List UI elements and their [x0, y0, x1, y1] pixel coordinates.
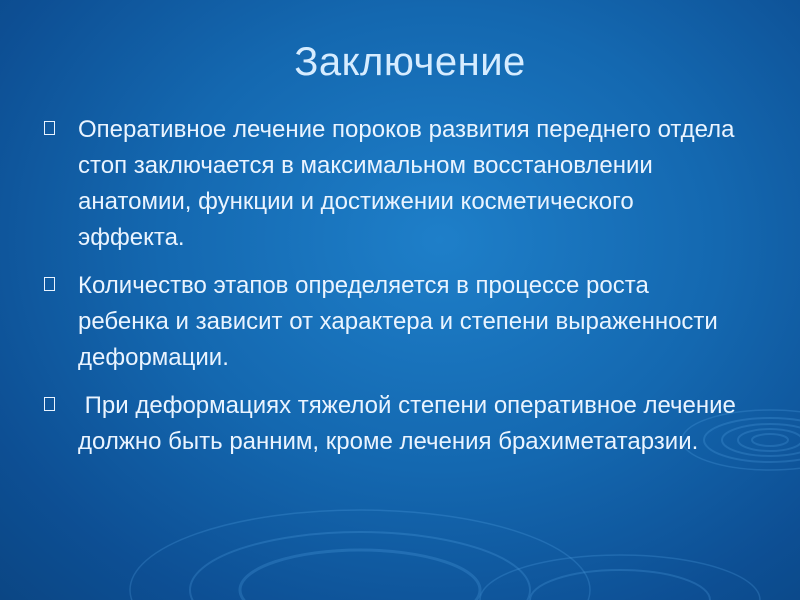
bullet-text: При деформациях тяжелой степени оперативное лечение должно быть ранним, кроме лечения брахиметатарзии. — [78, 392, 743, 455]
bullet-text: Количество этапов определяется в процессе роста ребенка и зависит от характера и степени выраженности деформации. — [78, 272, 718, 371]
bullet-list — [44, 112, 744, 472]
square-bullet-icon — [44, 121, 55, 135]
bullet-text: Оперативное лечение пороков развития переднего отдела стоп заключается в максимальном восстановлении анатомии, функции и достижении косметического эффекта. — [78, 116, 735, 251]
bullet-item — [44, 112, 744, 256]
bullet-item — [44, 388, 744, 460]
slide-title: Заключение — [294, 40, 526, 84]
square-bullet-icon — [44, 397, 55, 411]
square-bullet-icon — [44, 277, 55, 291]
bullet-item — [44, 268, 744, 376]
